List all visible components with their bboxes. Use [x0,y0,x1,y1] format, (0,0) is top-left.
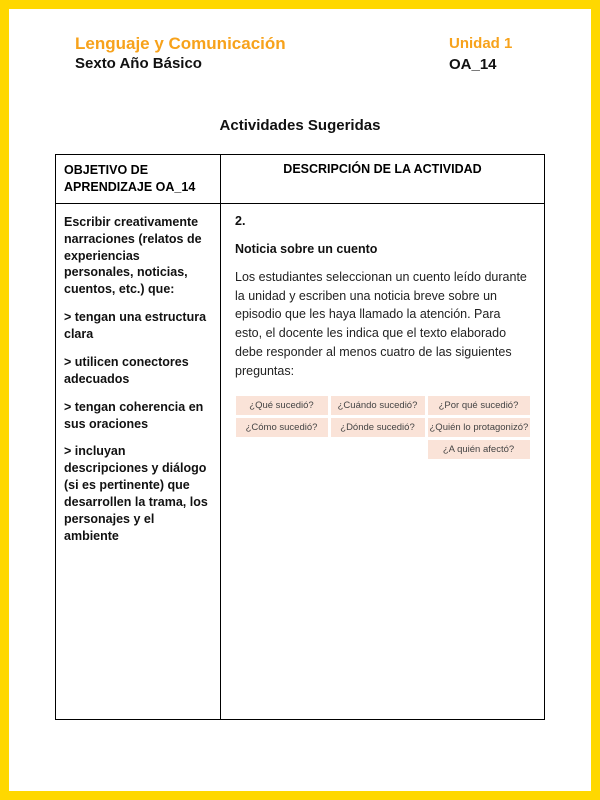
table-body-row [56,204,544,719]
header-left [75,33,286,75]
activity-cell [221,204,544,719]
objective-intro: Escribir creativamente narraciones (relatos de experiencias personales, noticias, cuentos, etc.) que: [64,214,202,297]
questions-column-1 [236,396,328,459]
objective-cell [56,204,221,719]
objective-bullet: > incluyan descripciones y diálogo (si es pertinente) que desarrollen la trama, los personajes y el ambiente [64,444,208,543]
question-cell: ¿Por qué sucedió? [428,396,530,415]
oa-code-label: OA_14 [449,55,497,73]
subject-title: Lenguaje y Comunicación [75,34,286,53]
table-header-row [56,155,544,204]
page-title: Actividades Sugeridas [219,117,381,134]
question-cell: ¿Cómo sucedió? [236,418,328,437]
header-right [449,33,527,75]
grade-label: Sexto Año Básico [75,55,202,73]
questions-grid [235,396,530,459]
activity-title: Noticia sobre un cuento [235,241,378,256]
objective-column-header: OBJETIVO DE APRENDIZAJE OA_14 [56,155,221,203]
objective-bullet: > utilicen conectores adecuados [64,354,189,386]
questions-column-3 [428,396,530,459]
question-cell: ¿Qué sucedió? [236,396,328,415]
unit-label: Unidad 1 [449,35,513,52]
objective-bullet: > tengan una estructura clara [64,310,207,341]
document-header [75,33,527,75]
activity-description: Los estudiantes seleccionan un cuento leído durante la unidad y escriben una noticia breve sobre un episodio que les haya llamado la atención. Para esto, el docente les indica que el texto elaborado debe responder al menos cuatro de las siguientes preguntas: [235,269,527,378]
question-cell: ¿Quién lo protagonizó? [428,418,530,437]
description-column-header: DESCRIPCIÓN DE LA ACTIVIDAD [283,162,482,176]
question-cell: ¿Dónde sucedió? [331,418,425,437]
question-cell: ¿A quién afectó? [428,440,530,459]
objective-bullet: > tengan coherencia en sus oraciones [64,399,204,431]
activity-number: 2. [235,213,246,228]
activities-table [55,154,545,720]
questions-column-2 [331,396,425,459]
question-cell: ¿Cuándo sucedió? [331,396,425,415]
